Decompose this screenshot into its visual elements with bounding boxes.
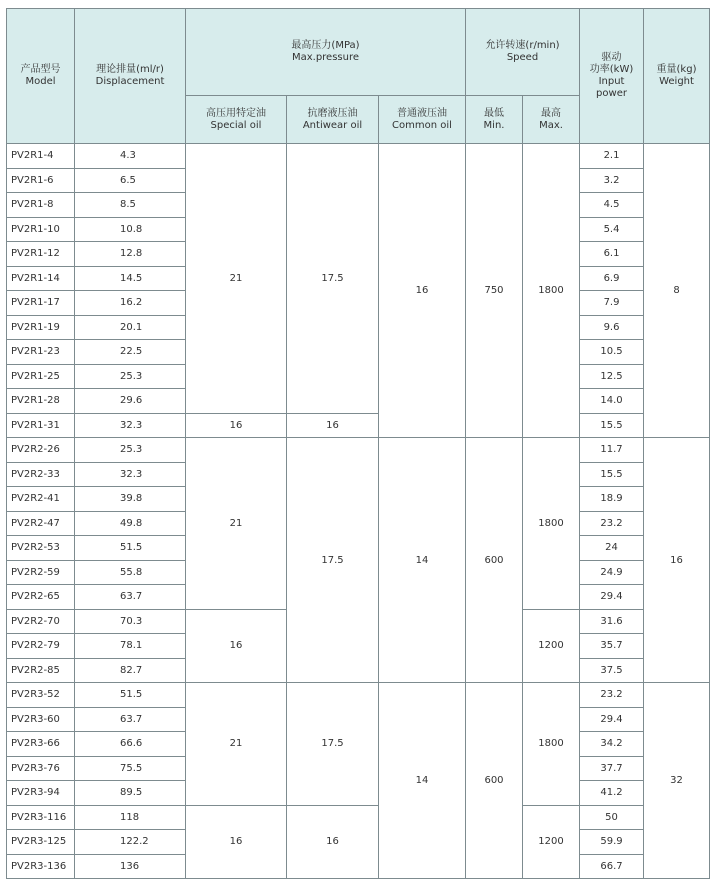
header-antiwear-oil-en: Antiwear oil bbox=[302, 119, 363, 131]
model-cell: PV2R2-85 bbox=[7, 658, 75, 683]
displacement-cell: 75.5 bbox=[75, 756, 186, 781]
input-power-cell: 59.9 bbox=[580, 830, 644, 855]
header-input-power-cn2: 功率(kW) bbox=[589, 64, 634, 75]
header-min-speed bbox=[466, 96, 523, 144]
displacement-cell: 70.3 bbox=[75, 609, 186, 634]
header-antiwear-oil bbox=[287, 96, 379, 144]
displacement-cell: 29.6 bbox=[75, 389, 186, 414]
input-power-cell: 15.5 bbox=[580, 462, 644, 487]
antiwear-oil-cell: 17.5 bbox=[287, 438, 379, 683]
displacement-cell: 66.6 bbox=[75, 732, 186, 757]
displacement-cell: 22.5 bbox=[75, 340, 186, 365]
input-power-cell: 24.9 bbox=[580, 560, 644, 585]
input-power-cell: 10.5 bbox=[580, 340, 644, 365]
model-cell: PV2R3-76 bbox=[7, 756, 75, 781]
model-cell: PV2R1-8 bbox=[7, 193, 75, 218]
model-cell: PV2R3-125 bbox=[7, 830, 75, 855]
input-power-cell: 37.5 bbox=[580, 658, 644, 683]
displacement-cell: 32.3 bbox=[75, 413, 186, 438]
common-oil-cell: 14 bbox=[379, 683, 466, 879]
displacement-cell: 8.5 bbox=[75, 193, 186, 218]
model-cell: PV2R1-10 bbox=[7, 217, 75, 242]
input-power-cell: 24 bbox=[580, 536, 644, 561]
displacement-cell: 63.7 bbox=[75, 585, 186, 610]
table-row bbox=[7, 144, 710, 169]
input-power-cell: 5.4 bbox=[580, 217, 644, 242]
header-input-power-en2: power bbox=[596, 88, 627, 99]
model-cell: PV2R3-52 bbox=[7, 683, 75, 708]
model-cell: PV2R2-70 bbox=[7, 609, 75, 634]
model-cell: PV2R3-136 bbox=[7, 854, 75, 879]
table-row bbox=[7, 413, 710, 438]
displacement-cell: 10.8 bbox=[75, 217, 186, 242]
model-cell: PV2R1-31 bbox=[7, 413, 75, 438]
header-speed bbox=[466, 9, 580, 96]
input-power-cell: 14.0 bbox=[580, 389, 644, 414]
model-cell: PV2R2-79 bbox=[7, 634, 75, 659]
special-oil-cell: 16 bbox=[186, 805, 287, 879]
special-oil-cell: 21 bbox=[186, 144, 287, 414]
min-speed-cell: 600 bbox=[466, 438, 523, 683]
model-cell: PV2R3-60 bbox=[7, 707, 75, 732]
header-max-pressure-en: Max.pressure bbox=[291, 52, 360, 63]
input-power-cell: 2.1 bbox=[580, 144, 644, 169]
model-cell: PV2R1-25 bbox=[7, 364, 75, 389]
model-cell: PV2R3-66 bbox=[7, 732, 75, 757]
header-displacement-en: Displacement bbox=[95, 76, 165, 87]
max-speed-cell: 1800 bbox=[523, 438, 580, 610]
input-power-cell: 35.7 bbox=[580, 634, 644, 659]
spec-table bbox=[6, 8, 710, 879]
header-special-oil-en: Special oil bbox=[210, 119, 262, 131]
table-row bbox=[7, 438, 710, 463]
max-speed-cell: 1800 bbox=[523, 683, 580, 806]
weight-cell: 16 bbox=[644, 438, 710, 683]
input-power-cell: 41.2 bbox=[580, 781, 644, 806]
header-model-cn: 产品型号 bbox=[20, 64, 61, 75]
displacement-cell: 14.5 bbox=[75, 266, 186, 291]
model-cell: PV2R1-17 bbox=[7, 291, 75, 316]
header-common-oil bbox=[379, 96, 466, 144]
antiwear-oil-cell: 16 bbox=[287, 413, 379, 438]
model-cell: PV2R2-53 bbox=[7, 536, 75, 561]
displacement-cell: 122.2 bbox=[75, 830, 186, 855]
header-max-speed bbox=[523, 96, 580, 144]
model-cell: PV2R1-19 bbox=[7, 315, 75, 340]
input-power-cell: 50 bbox=[580, 805, 644, 830]
header-min-speed-en: Min. bbox=[483, 119, 505, 131]
input-power-cell: 66.7 bbox=[580, 854, 644, 879]
header-input-power bbox=[580, 9, 644, 144]
header-displacement bbox=[75, 9, 186, 144]
model-cell: PV2R2-65 bbox=[7, 585, 75, 610]
displacement-cell: 55.8 bbox=[75, 560, 186, 585]
displacement-cell: 16.2 bbox=[75, 291, 186, 316]
input-power-cell: 29.4 bbox=[580, 707, 644, 732]
model-cell: PV2R1-6 bbox=[7, 168, 75, 193]
displacement-cell: 78.1 bbox=[75, 634, 186, 659]
header-max-speed-en: Max. bbox=[539, 119, 563, 131]
displacement-cell: 118 bbox=[75, 805, 186, 830]
displacement-cell: 136 bbox=[75, 854, 186, 879]
max-speed-cell: 1200 bbox=[523, 805, 580, 879]
input-power-cell: 37.7 bbox=[580, 756, 644, 781]
input-power-cell: 23.2 bbox=[580, 683, 644, 708]
common-oil-cell: 14 bbox=[379, 438, 466, 683]
input-power-cell: 31.6 bbox=[580, 609, 644, 634]
model-cell: PV2R2-33 bbox=[7, 462, 75, 487]
displacement-cell: 51.5 bbox=[75, 536, 186, 561]
input-power-cell: 18.9 bbox=[580, 487, 644, 512]
input-power-cell: 6.9 bbox=[580, 266, 644, 291]
header-model bbox=[7, 9, 75, 144]
displacement-cell: 39.8 bbox=[75, 487, 186, 512]
header-displacement-cn: 理论排量(ml/r) bbox=[96, 64, 164, 75]
model-cell: PV2R1-28 bbox=[7, 389, 75, 414]
min-speed-cell: 750 bbox=[466, 144, 523, 438]
displacement-cell: 63.7 bbox=[75, 707, 186, 732]
max-speed-cell: 1200 bbox=[523, 609, 580, 683]
displacement-cell: 25.3 bbox=[75, 438, 186, 463]
special-oil-cell: 16 bbox=[186, 413, 287, 438]
header-weight-cn: 重量(kg) bbox=[656, 64, 697, 75]
model-cell: PV2R1-12 bbox=[7, 242, 75, 267]
input-power-cell: 12.5 bbox=[580, 364, 644, 389]
weight-cell: 8 bbox=[644, 144, 710, 438]
header-max-pressure bbox=[186, 9, 466, 96]
header-weight bbox=[644, 9, 710, 144]
max-speed-cell: 1800 bbox=[523, 144, 580, 438]
displacement-cell: 6.5 bbox=[75, 168, 186, 193]
input-power-cell: 29.4 bbox=[580, 585, 644, 610]
displacement-cell: 32.3 bbox=[75, 462, 186, 487]
input-power-cell: 7.9 bbox=[580, 291, 644, 316]
table-row bbox=[7, 805, 710, 830]
model-cell: PV2R2-59 bbox=[7, 560, 75, 585]
model-cell: PV2R1-23 bbox=[7, 340, 75, 365]
header-input-power-en1: Input bbox=[598, 76, 625, 87]
header-weight-en: Weight bbox=[659, 76, 694, 87]
header-special-oil bbox=[186, 96, 287, 144]
header-speed-en: Speed bbox=[506, 52, 539, 63]
model-cell: PV2R1-4 bbox=[7, 144, 75, 169]
model-cell: PV2R2-26 bbox=[7, 438, 75, 463]
special-oil-cell: 16 bbox=[186, 609, 287, 683]
common-oil-cell: 16 bbox=[379, 144, 466, 438]
special-oil-cell: 21 bbox=[186, 683, 287, 806]
header-common-oil-en: Common oil bbox=[392, 119, 452, 131]
displacement-cell: 12.8 bbox=[75, 242, 186, 267]
input-power-cell: 34.2 bbox=[580, 732, 644, 757]
model-cell: PV2R2-41 bbox=[7, 487, 75, 512]
input-power-cell: 15.5 bbox=[580, 413, 644, 438]
header-special-oil-cn: 高压用特定油 bbox=[206, 107, 266, 119]
model-cell: PV2R3-94 bbox=[7, 781, 75, 806]
displacement-cell: 25.3 bbox=[75, 364, 186, 389]
header-speed-cn: 允许转速(r/min) bbox=[485, 40, 560, 51]
input-power-cell: 23.2 bbox=[580, 511, 644, 536]
displacement-cell: 4.3 bbox=[75, 144, 186, 169]
input-power-cell: 6.1 bbox=[580, 242, 644, 267]
displacement-cell: 49.8 bbox=[75, 511, 186, 536]
input-power-cell: 9.6 bbox=[580, 315, 644, 340]
header-input-power-cn1: 驱动 bbox=[601, 52, 622, 63]
model-cell: PV2R2-47 bbox=[7, 511, 75, 536]
header-antiwear-oil-cn: 抗磨液压油 bbox=[307, 107, 358, 119]
header-model-en: Model bbox=[25, 76, 56, 87]
table-row bbox=[7, 683, 710, 708]
antiwear-oil-cell: 17.5 bbox=[287, 683, 379, 806]
min-speed-cell: 600 bbox=[466, 683, 523, 879]
displacement-cell: 82.7 bbox=[75, 658, 186, 683]
antiwear-oil-cell: 17.5 bbox=[287, 144, 379, 414]
input-power-cell: 3.2 bbox=[580, 168, 644, 193]
model-cell: PV2R1-14 bbox=[7, 266, 75, 291]
header-max-pressure-cn: 最高压力(MPa) bbox=[291, 40, 360, 51]
header-min-speed-cn: 最低 bbox=[484, 107, 504, 119]
displacement-cell: 20.1 bbox=[75, 315, 186, 340]
header-max-speed-cn: 最高 bbox=[541, 107, 561, 119]
displacement-cell: 51.5 bbox=[75, 683, 186, 708]
model-cell: PV2R3-116 bbox=[7, 805, 75, 830]
displacement-cell: 89.5 bbox=[75, 781, 186, 806]
input-power-cell: 4.5 bbox=[580, 193, 644, 218]
antiwear-oil-cell: 16 bbox=[287, 805, 379, 879]
header-common-oil-cn: 普通液压油 bbox=[397, 107, 447, 119]
special-oil-cell: 21 bbox=[186, 438, 287, 610]
weight-cell: 32 bbox=[644, 683, 710, 879]
input-power-cell: 11.7 bbox=[580, 438, 644, 463]
